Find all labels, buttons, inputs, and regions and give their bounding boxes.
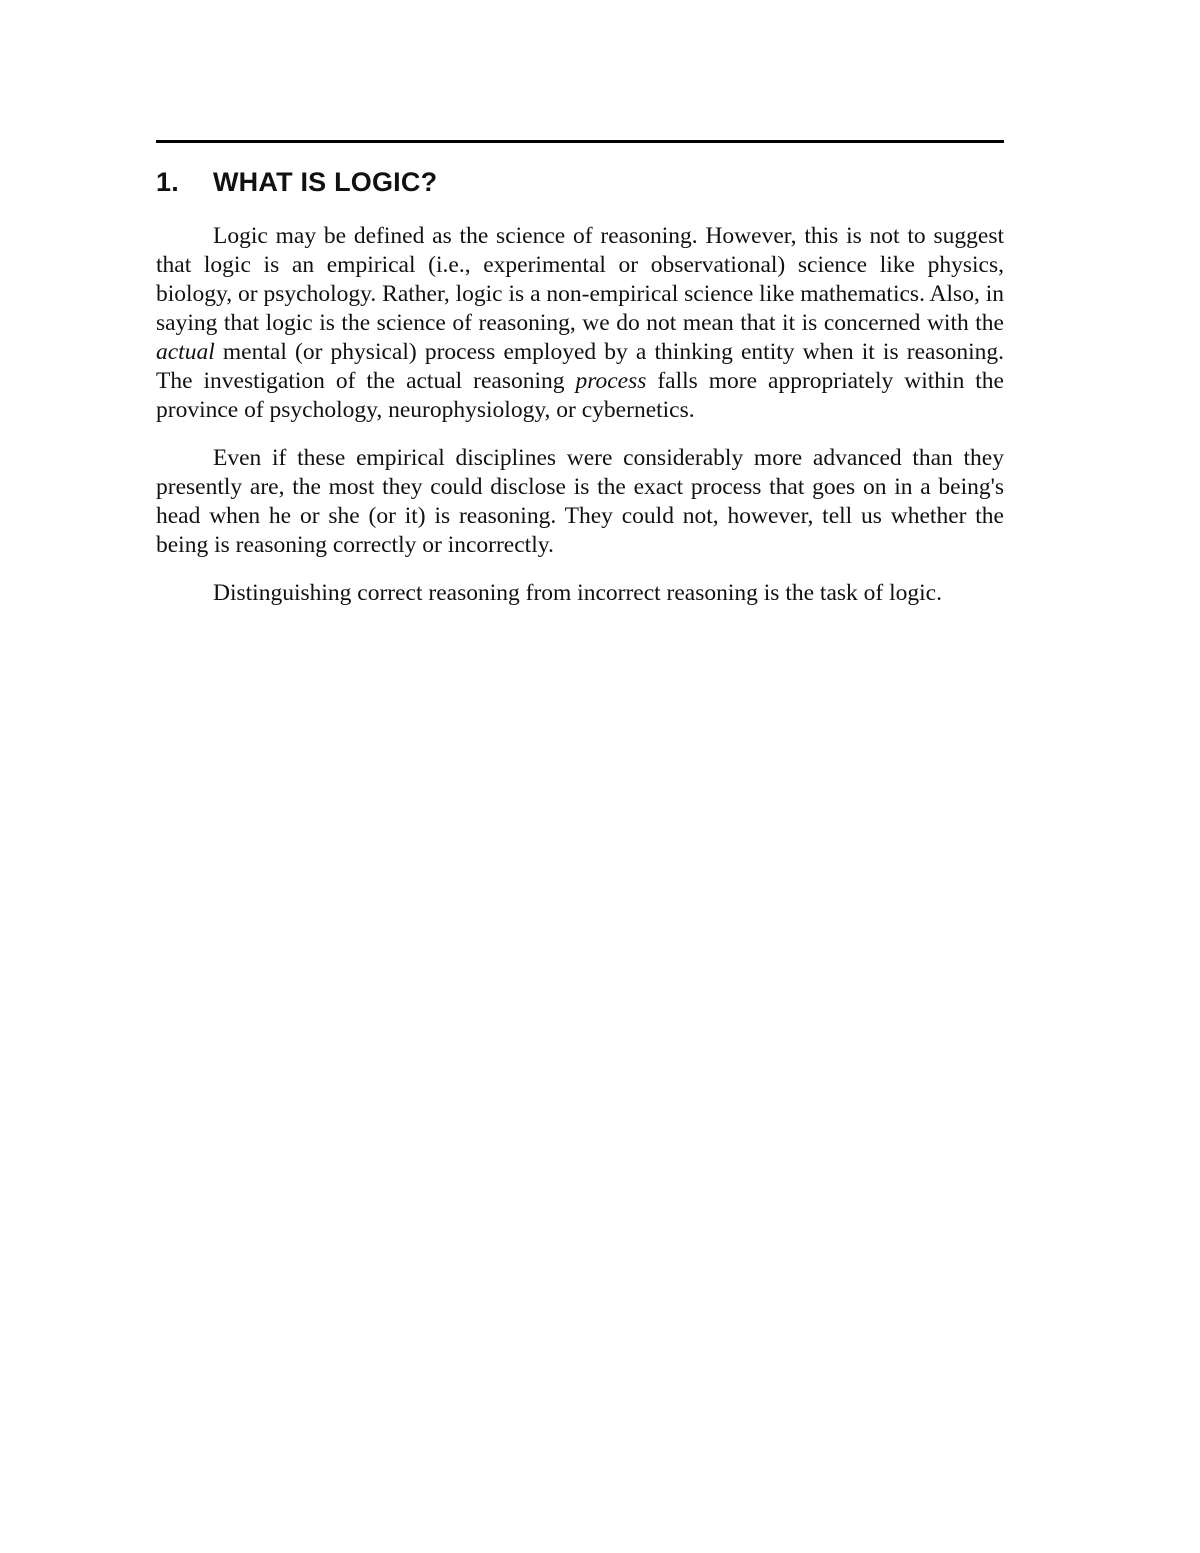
paragraph-1-text-c: falls more appropriately within the province of psychology, neurophysiology, or cybernetics. bbox=[156, 368, 1004, 423]
section-heading bbox=[156, 165, 1004, 199]
paragraph-3: Distinguishing correct reasoning from incorrect reasoning is the task of logic. bbox=[213, 580, 942, 606]
paragraph-1-text-b: mental (or physical) process employed by a thinking entity when it is reasoning. The investigation of the actual reasoning bbox=[156, 339, 1004, 394]
paragraph-1-emphasis-process: process bbox=[575, 368, 647, 394]
document-page bbox=[156, 140, 1004, 627]
paragraph-1-emphasis-actual: actual bbox=[156, 339, 215, 365]
paragraph-1-text-a: Logic may be defined as the science of reasoning. However, this is not to suggest that logic is an empirical (i.e., experimental or observational) science like physics, biology, or psychology. Rather, logic is a non-empirical science like mathematics. Also, in saying that logic is the science of reasoning, we do not mean that it is concerned with the bbox=[156, 223, 1004, 336]
paragraph-2: Even if these empirical disciplines were considerably more advanced than they presently are, the most they could disclose is the exact process that goes on in a being's head when he or she (or it) is reasoning. They could not, however, tell us whether the being is reasoning correctly or incorrectly. bbox=[156, 445, 1004, 558]
section-top-rule bbox=[156, 140, 1004, 143]
section-title: WHAT IS LOGIC? bbox=[213, 167, 438, 197]
section-body bbox=[156, 222, 1004, 608]
section-number: 1. bbox=[156, 167, 179, 197]
paragraph-1 bbox=[156, 222, 1004, 425]
